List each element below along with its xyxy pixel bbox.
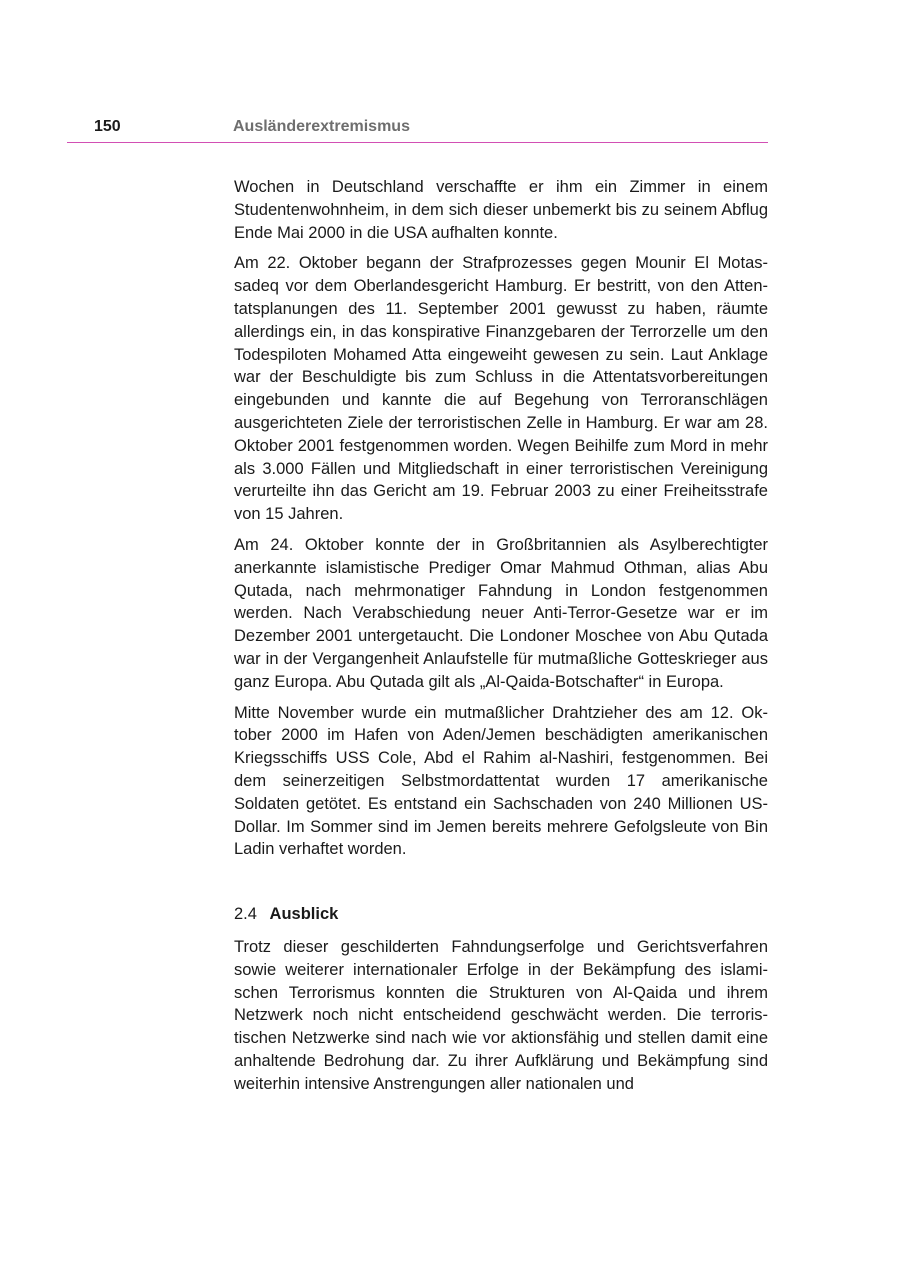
- running-title: Ausländerextremismus: [233, 118, 410, 135]
- section-title: Ausblick: [269, 905, 339, 924]
- section-heading: [234, 903, 768, 926]
- body-text: [234, 176, 768, 1103]
- paragraph-2: Am 22. Oktober begann der Strafprozesses gegen Mounir El Motassadeq vor dem Oberlandesgericht Hamburg. Er bestritt, von den Attentatsplanungen des 11. September 2001 gewusst zu haben, räumte allerdings ein, in das konspirative Finanzgebaren der Terrorzelle um den Todespiloten Mohamed Atta eingeweiht gewesen zu sein. Laut Anklage war der Beschuldigte bis zum Schluss in die Attentatsvorbereitungen eingebunden und kannte die auf Begehung von Terroranschlägen ausgerichteten Ziele der terroristischen Zelle in Hamburg. Er war am 28. Oktober 2001 festgenommen worden. Wegen Beihilfe zum Mord in mehr als 3.000 Fällen und Mitgliedschaft in einer terroristischen Vereinigung verurteilte ihn das Gericht am 19. Februar 2003 zu einer Freiheitsstrafe von 15 Jahren.: [234, 254, 768, 524]
- page-number: 150: [94, 118, 121, 135]
- paragraph-1: Wochen in Deutschland verschaffte er ihm ein Zimmer in einem Studentenwohnheim, in dem sich dieser unbemerkt bis zu seinem Abflug Ende Mai 2000 in die USA aufhalten konnte.: [234, 178, 768, 242]
- page-header: [67, 116, 768, 143]
- section-paragraph: Trotz dieser geschilderten Fahndungserfolge und Gerichtsverfahren sowie weiterer internationaler Erfolge in der Bekämpfung des islamischen Terrorismus konnten die Strukturen von Al-Qaida und ihrem Netzwerk noch nicht entscheidend geschwächt werden. Die terroristischen Netzwerke sind nach wie vor aktionsfähig und stellen damit eine anhaltende Bedrohung dar. Zu ihrer Aufklärung und Bekämpfung sind weiterhin intensive Anstrengungen aller nationalen und: [234, 937, 768, 1093]
- paragraph-3: Am 24. Oktober konnte der in Großbritannien als Asylberechtigter anerkannte islamistische Prediger Omar Mahmud Othman, alias Abu Qutada, nach mehrmonatiger Fahndung in London festgenommen werden. Nach Verabschiedung neuer Anti-Terror-Gesetze war er im Dezember 2001 untergetaucht. Die Londoner Moschee von Abu Qutada war in der Vergangenheit Anlaufstelle für mutmaßliche Gotteskrieger aus ganz Europa. Abu Qutada gilt als „Al-Qaida-Botschafter“ in Europa.: [234, 535, 768, 691]
- section-number: 2.4: [234, 905, 257, 924]
- paragraph-4: Mitte November wurde ein mutmaßlicher Drahtzieher des am 12. Oktober 2000 im Hafen von Aden/Jemen beschädigten amerikanischen Kriegsschiffs USS Cole, Abd el Rahim al-Nashiri, festgenommen. Bei dem seinerzeitigen Selbstmordattentat wurden 17 amerikanische Soldaten getötet. Es entstand ein Sachschaden von 240 Millionen US-Dollar. Im Sommer sind im Jemen bereits mehrere Gefolgsleute von Bin Ladin verhaftet worden.: [234, 703, 768, 859]
